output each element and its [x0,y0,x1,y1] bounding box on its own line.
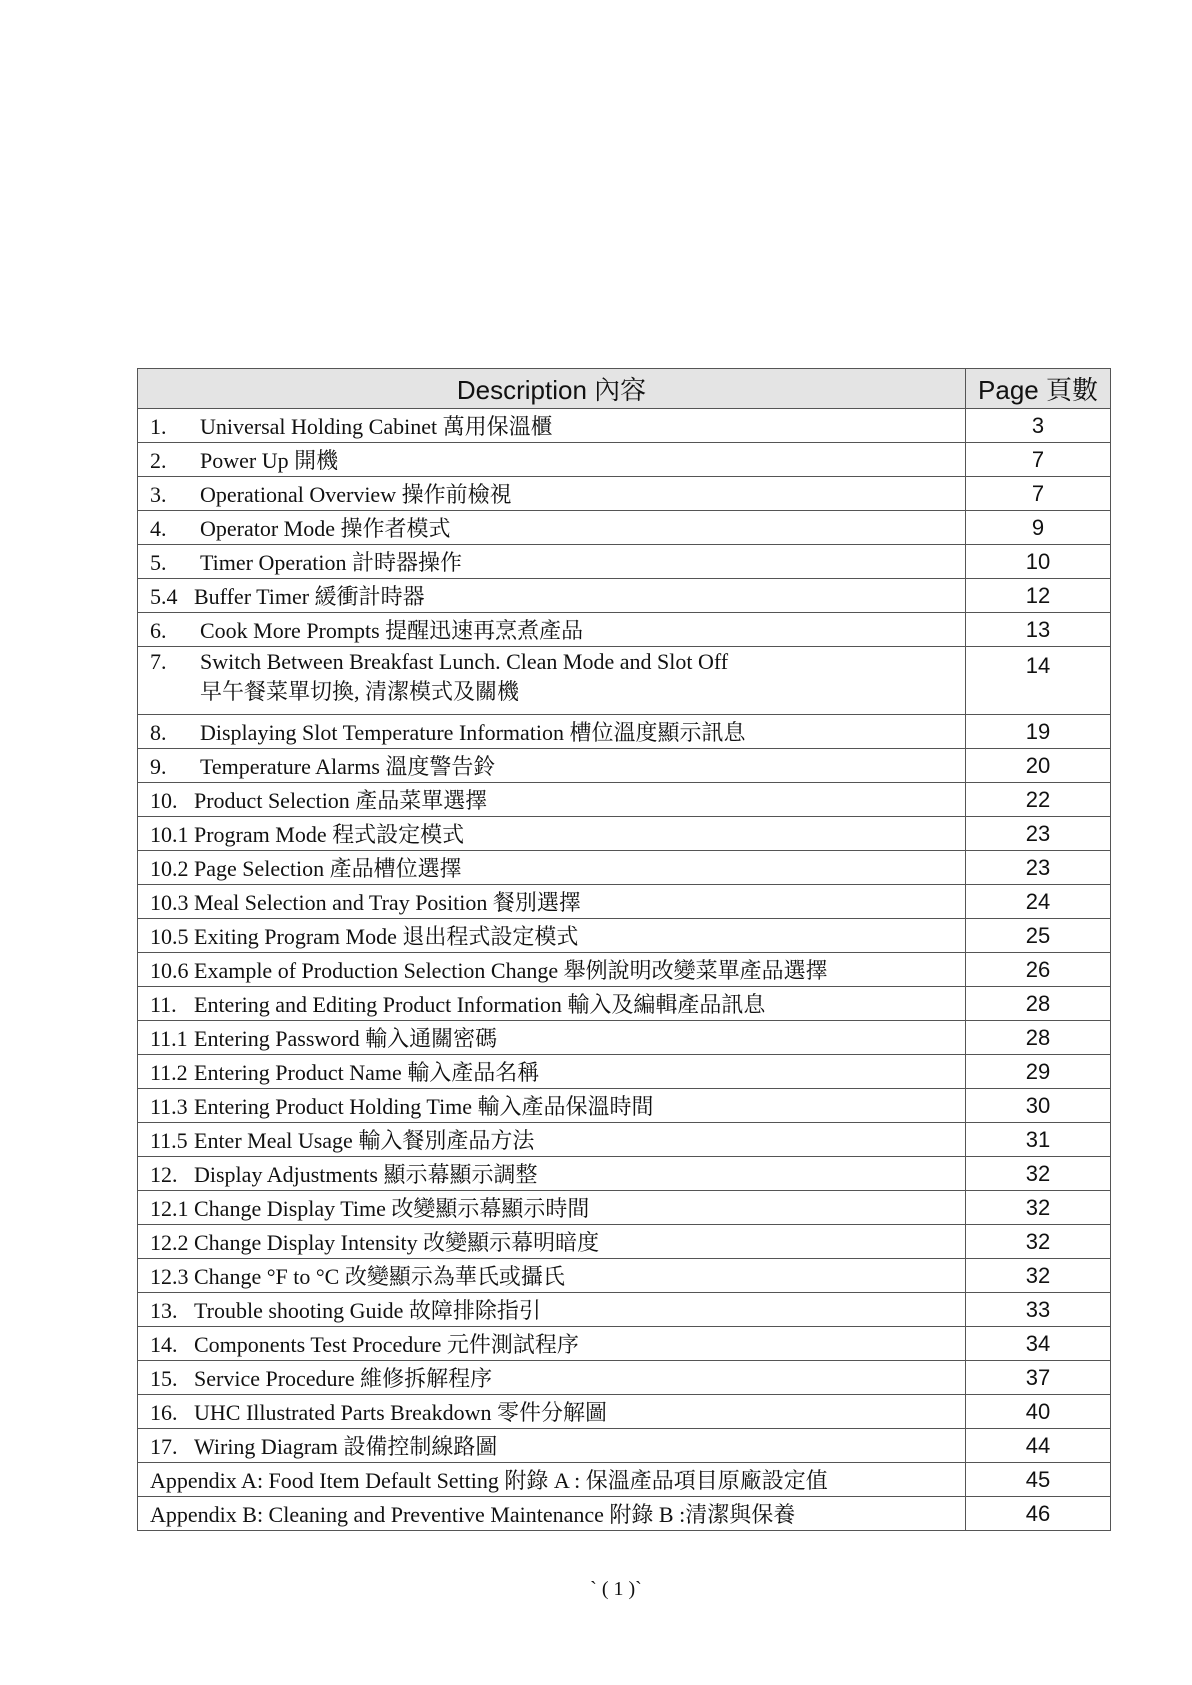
toc-entry-number: 2. [150,448,167,473]
toc-entry-title: Entering Product Holding Time 輸入產品保溫時間 [194,1094,654,1119]
toc-entry-number: 11.3 [150,1094,188,1119]
table-row [138,783,1111,817]
toc-entry-number: 10.6 [150,958,189,983]
table-row [138,1395,1111,1429]
toc-entry-title: Entering Product Name 輸入產品名稱 [194,1060,540,1085]
toc-entry-number: 1. [150,414,167,439]
table-row [138,715,1111,749]
toc-entry-title: Change Display Time 改變顯示幕顯示時間 [194,1196,590,1221]
toc-entry-page: 26 [966,953,1111,987]
page-column-header: Page 頁數 [966,369,1111,409]
toc-entry-page: 30 [966,1089,1111,1123]
toc-entry-title: Enter Meal Usage 輸入餐別產品方法 [194,1128,535,1153]
toc-entry-description [138,647,966,715]
toc-entry-description [138,1327,966,1361]
toc-entry-number: 13. [150,1298,178,1323]
table-row [138,1191,1111,1225]
toc-entry-title: Appendix A: Food Item Default Setting 附錄 A : 保溫產品項目原廠設定值 [150,1468,828,1493]
toc-entry-title: Components Test Procedure 元件測試程序 [194,1332,579,1357]
table-row [138,1293,1111,1327]
toc-entry-number: 12. [150,1162,178,1187]
toc-entry-page: 28 [966,987,1111,1021]
table-row [138,1089,1111,1123]
toc-entry-page: 24 [966,885,1111,919]
toc-entry-description [138,817,966,851]
toc-entry-title: Buffer Timer 緩衝計時器 [194,584,425,609]
toc-entry-description [138,783,966,817]
table-row [138,1463,1111,1497]
toc-entry-page: 32 [966,1259,1111,1293]
table-row [138,511,1111,545]
table-row [138,749,1111,783]
toc-entry-title: Change °F to °C 改變顯示為華氏或攝氏 [194,1264,565,1289]
toc-entry-description [138,885,966,919]
toc-entry-title: Entering Password 輸入通關密碼 [194,1026,498,1051]
toc-entry-title-continued: 早午餐菜單切換, 清潔模式及關機 [200,679,520,704]
toc-entry-page: 31 [966,1123,1111,1157]
toc-entry-description [138,1497,966,1531]
toc-entry-description [138,715,966,749]
toc-entry-title: Wiring Diagram 設備控制線路圖 [194,1434,498,1459]
toc-body [138,409,1111,1531]
toc-entry-description [138,987,966,1021]
toc-entry-description [138,1157,966,1191]
toc-entry-title: Temperature Alarms 溫度警告鈴 [200,754,496,779]
toc-entry-page: 13 [966,613,1111,647]
table-row [138,1497,1111,1531]
toc-entry-description [138,1191,966,1225]
toc-entry-number: 11. [150,992,177,1017]
toc-entry-description [138,1021,966,1055]
toc-entry-title: Entering and Editing Product Information 輸入及編輯產品訊息 [194,992,766,1017]
toc-entry-description [138,613,966,647]
toc-entry-number: 7. [150,649,167,674]
toc-entry-page: 23 [966,851,1111,885]
toc-entry-number: 9. [150,754,167,779]
toc-entry-page: 10 [966,545,1111,579]
toc-entry-page: 45 [966,1463,1111,1497]
toc-entry-page: 46 [966,1497,1111,1531]
toc-entry-page: 28 [966,1021,1111,1055]
table-row [138,409,1111,443]
toc-entry-number: 10.1 [150,822,189,847]
table-row [138,1259,1111,1293]
toc-entry-number: 10.5 [150,924,189,949]
toc-entry-title: Change Display Intensity 改變顯示幕明暗度 [194,1230,600,1255]
toc-entry-title: Exiting Program Mode 退出程式設定模式 [194,924,579,949]
toc-entry-number: 10. [150,788,178,813]
toc-entry-number: 10.2 [150,856,189,881]
toc-entry-number: 3. [150,482,167,507]
toc-entry-title: Operator Mode 操作者模式 [200,516,451,541]
toc-entry-number: 4. [150,516,167,541]
table-row [138,1123,1111,1157]
toc-entry-title: Switch Between Breakfast Lunch. Clean Mode and Slot Off [200,649,729,674]
table-row [138,443,1111,477]
page-number-footer: ` ( 1 )` [590,1578,642,1600]
toc-header-row [138,369,1111,409]
toc-entry-page: 20 [966,749,1111,783]
toc-entry-description [138,1463,966,1497]
toc-entry-number: 17. [150,1434,178,1459]
toc-entry-title: Meal Selection and Tray Position 餐別選擇 [194,890,581,915]
toc-entry-page: 22 [966,783,1111,817]
table-row [138,545,1111,579]
toc-entry-page: 7 [966,477,1111,511]
table-row [138,1225,1111,1259]
toc-entry-page: 9 [966,511,1111,545]
description-column-header: Description 內容 [138,369,966,409]
table-row [138,1021,1111,1055]
toc-entry-number: 12.2 [150,1230,189,1255]
toc-entry-title: Display Adjustments 顯示幕顯示調整 [194,1162,538,1187]
table-row [138,1327,1111,1361]
table-row [138,477,1111,511]
table-row [138,919,1111,953]
toc-entry-page: 34 [966,1327,1111,1361]
table-row [138,987,1111,1021]
toc-entry-number: 5.4 [150,584,178,609]
toc-entry-number: 10.3 [150,890,189,915]
toc-entry-number: 5. [150,550,167,575]
toc-entry-description [138,1293,966,1327]
toc-entry-page: 44 [966,1429,1111,1463]
toc-entry-title: Trouble shooting Guide 故障排除指引 [194,1298,541,1323]
toc-entry-number: 11.2 [150,1060,188,1085]
table-row [138,647,1111,715]
toc-entry-page: 32 [966,1157,1111,1191]
table-of-contents [137,368,1111,1531]
toc-entry-line [150,647,965,677]
table-row [138,953,1111,987]
toc-entry-page: 19 [966,715,1111,749]
toc-entry-title: Example of Production Selection Change 舉例說明改變菜單產品選擇 [194,958,828,983]
table-row [138,851,1111,885]
table-row [138,817,1111,851]
toc-entry-description [138,511,966,545]
toc-entry-title: Timer Operation 計時器操作 [200,550,462,575]
toc-entry-description [138,1259,966,1293]
toc-entry-number: 11.5 [150,1128,188,1153]
toc-entry-title: Cook More Prompts 提醒迅速再烹煮產品 [200,618,584,643]
toc-entry-number: 6. [150,618,167,643]
toc-entry-number: 12.1 [150,1196,189,1221]
toc-entry-description [138,545,966,579]
toc-entry-description [138,1225,966,1259]
toc-entry-description [138,953,966,987]
toc-entry-page: 12 [966,579,1111,613]
toc-entry-description [138,579,966,613]
toc-entry-title: Universal Holding Cabinet 萬用保溫櫃 [200,414,553,439]
toc-entry-title: Page Selection 產品槽位選擇 [194,856,462,881]
toc-entry-page: 40 [966,1395,1111,1429]
toc-entry-title: Displaying Slot Temperature Information 槽位溫度顯示訊息 [200,720,746,745]
table-row [138,579,1111,613]
toc-entry-number: 16. [150,1400,178,1425]
toc-entry-page: 23 [966,817,1111,851]
toc-entry-page: 32 [966,1225,1111,1259]
toc-entry-description [138,1429,966,1463]
table-row [138,1361,1111,1395]
toc-entry-number: 15. [150,1366,178,1391]
toc-entry-number: 11.1 [150,1026,188,1051]
table-row [138,1055,1111,1089]
toc-entry-description [138,443,966,477]
toc-entry-description [138,1123,966,1157]
table-row [138,613,1111,647]
toc-entry-title: Service Procedure 維修拆解程序 [194,1366,493,1391]
toc-entry-title: Operational Overview 操作前檢視 [200,482,512,507]
toc-entry-number: 14. [150,1332,178,1357]
toc-entry-page: 3 [966,409,1111,443]
toc-entry-page: 25 [966,919,1111,953]
toc-entry-title: Appendix B: Cleaning and Preventive Maintenance 附錄 B :清潔與保養 [150,1502,796,1527]
toc-entry-page: 29 [966,1055,1111,1089]
toc-entry-title: UHC Illustrated Parts Breakdown 零件分解圖 [194,1400,608,1425]
toc-entry-number: 12.3 [150,1264,189,1289]
toc-entry-description [138,1395,966,1429]
toc-entry-description [138,1361,966,1395]
toc-entry-description [138,851,966,885]
toc-entry-page: 33 [966,1293,1111,1327]
table-row [138,885,1111,919]
toc-entry-page: 7 [966,443,1111,477]
toc-entry-description [138,1089,966,1123]
toc-entry-description [138,477,966,511]
toc-entry-number: 8. [150,720,167,745]
toc-entry-page: 32 [966,1191,1111,1225]
toc-entry-description [138,919,966,953]
toc-entry-description [138,1055,966,1089]
toc-entry-description [138,749,966,783]
toc-entry-description [138,409,966,443]
toc-entry-title: Product Selection 產品菜單選擇 [194,788,488,813]
table-row [138,1157,1111,1191]
toc-entry-title: Program Mode 程式設定模式 [194,822,465,847]
toc-entry-page: 14 [966,647,1111,715]
toc-entry-title: Power Up 開機 [200,448,339,473]
toc-entry-page: 37 [966,1361,1111,1395]
table-row [138,1429,1111,1463]
